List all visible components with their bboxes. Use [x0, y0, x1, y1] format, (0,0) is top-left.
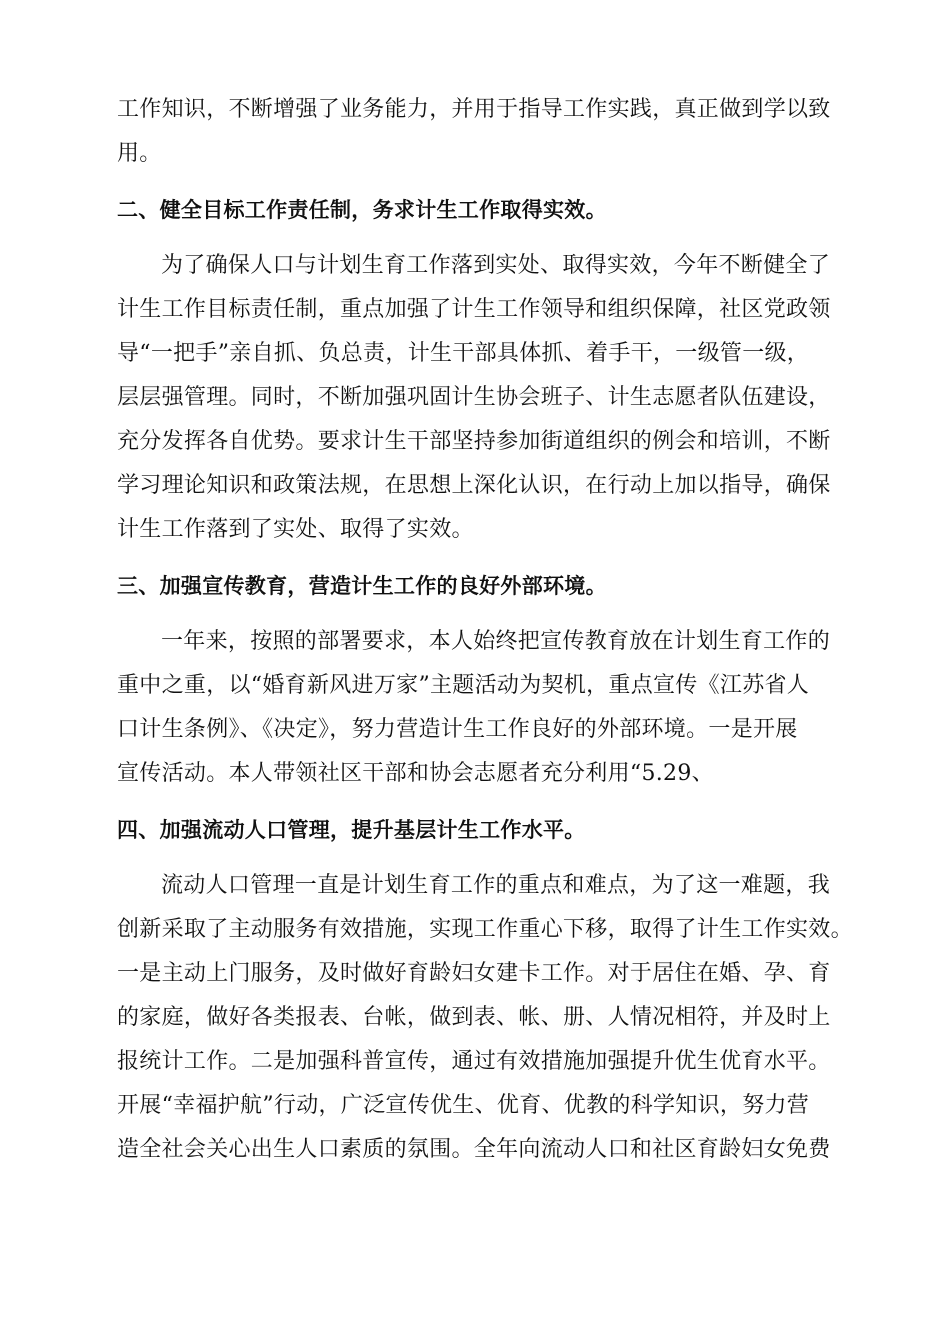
paragraph-line: 为了确保人口与计划生育工作落到实处、取得实效，今年不断健全了: [161, 253, 831, 278]
paragraph-line: 一年来，按照的部署要求，本人始终把宣传教育放在计划生育工作的: [161, 629, 831, 654]
paragraph-line: 重中之重，以“婚育新风进万家”主题活动为契机，重点宣传《江苏省人: [117, 673, 810, 698]
paragraph-line: 开展“幸福护航”行动，广泛宣传优生、优育、优教的科学知识，努力营: [117, 1093, 810, 1118]
paragraph-line: 计生工作落到了实处、取得了实效。: [117, 517, 474, 542]
paragraph-line: 学习理论知识和政策法规，在思想上深化认识，在行动上加以指导，确保: [117, 473, 831, 498]
paragraph-line: 充分发挥各自优势。要求计生干部坚持参加街道组织的例会和培训，不断: [117, 429, 831, 454]
paragraph-line: 层层强管理。同时，不断加强巩固计生协会班子、计生志愿者队伍建设，: [117, 385, 831, 410]
paragraph-line: 导“一把手”亲自抓、负总责，计生干部具体抓、着手干，一级管一级，: [117, 341, 810, 366]
paragraph-line: 宣传活动。本人带领社区干部和协会志愿者充分利用“5.29、: [117, 761, 714, 786]
paragraph-line: 用。: [117, 141, 162, 166]
paragraph-continuation: [117, 88, 835, 176]
paragraph-line: 流动人口管理一直是计划生育工作的重点和难点，为了这一难题，我: [161, 873, 831, 898]
paragraph-line: 创新采取了主动服务有效措施，实现工作重心下移，取得了计生工作实效。: [117, 917, 853, 942]
paragraph-line: 计生工作目标责任制，重点加强了计生工作领导和组织保障，社区党政领: [117, 297, 831, 322]
paragraph-line: 工作知识，不断增强了业务能力，并用于指导工作实践，真正做到学以致: [117, 97, 831, 122]
section-heading: 二、健全目标工作责任制，务求计生工作取得实效。: [117, 198, 607, 222]
section-paragraph: [117, 864, 853, 1172]
paragraph-line: 口计生条例》、《决定》，努力营造计生工作良好的外部环境。一是开展: [117, 717, 798, 742]
section-paragraph: [117, 244, 835, 552]
paragraph-line: 报统计工作。二是加强科普宣传，通过有效措施加强提升优生优育水平。: [117, 1049, 831, 1074]
section-paragraph: [117, 620, 835, 796]
section-heading: 三、加强宣传教育，营造计生工作的良好外部环境。: [117, 574, 607, 598]
paragraph-line: 造全社会关心出生人口素质的氛围。全年向流动人口和社区育龄妇女免费: [117, 1137, 831, 1162]
document-page: [117, 88, 853, 1172]
paragraph-line: 的家庭，做好各类报表、台帐，做到表、帐、册、人情况相符，并及时上: [117, 1005, 831, 1030]
paragraph-line: 一是主动上门服务，及时做好育龄妇女建卡工作。对于居住在婚、孕、育: [117, 961, 831, 986]
section-heading: 四、加强流动人口管理，提升基层计生工作水平。: [117, 818, 586, 842]
